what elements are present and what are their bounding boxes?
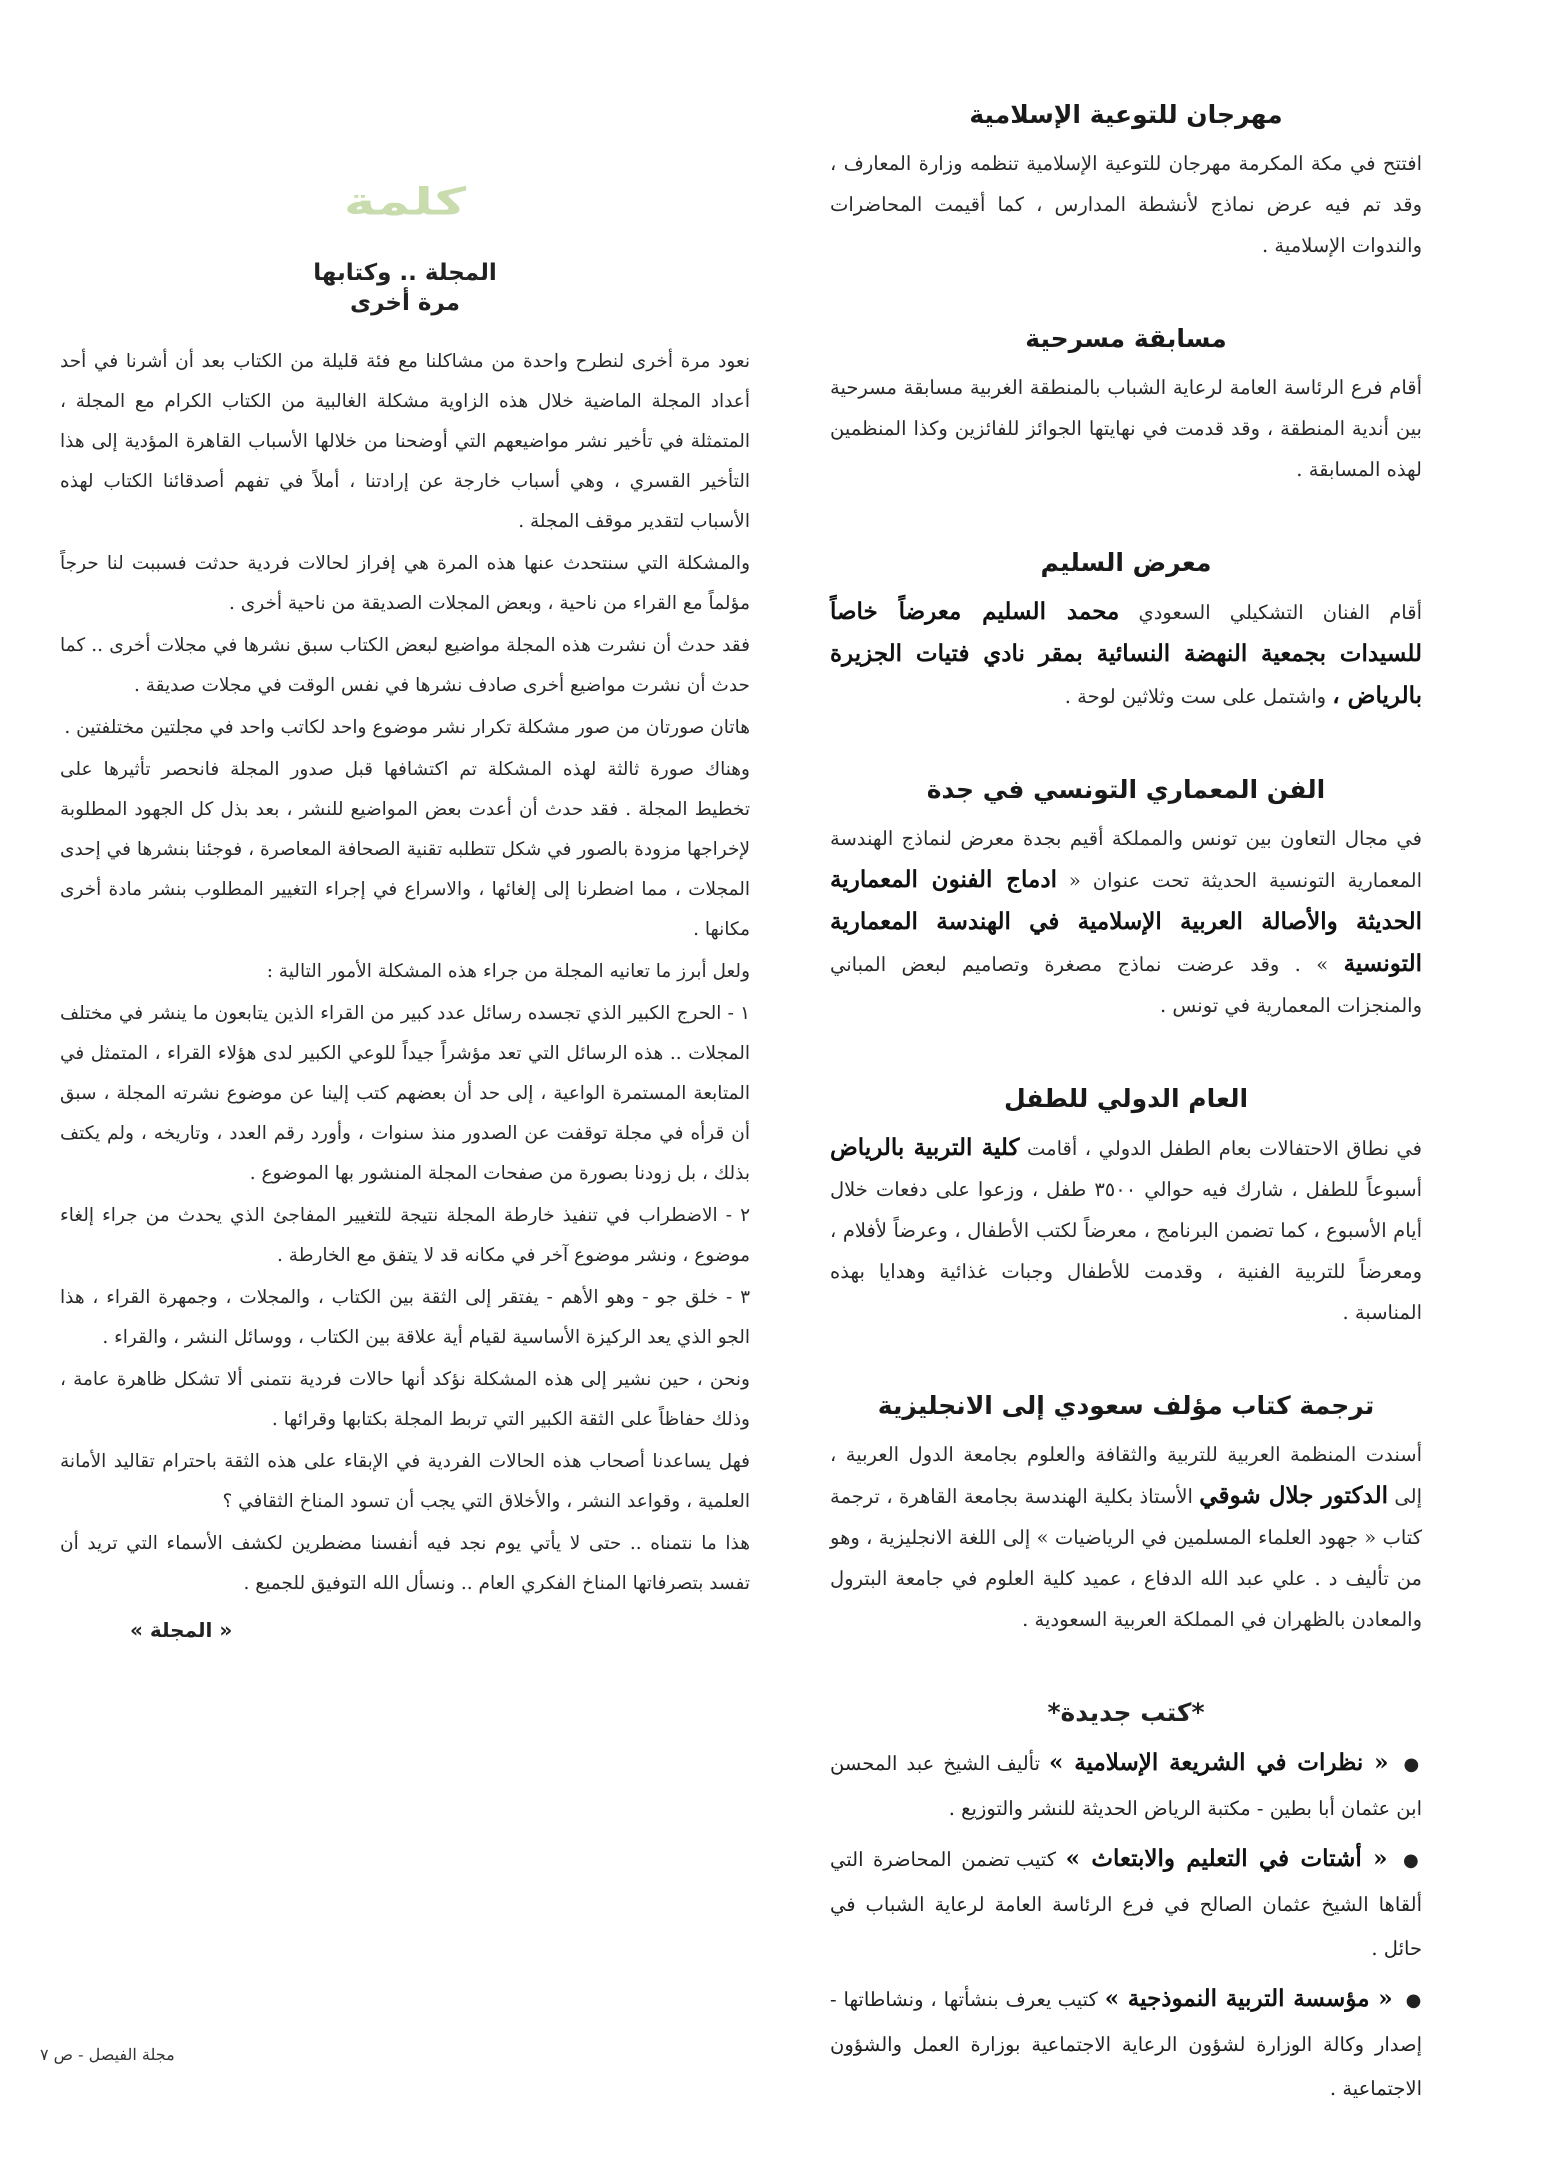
section-title: الفن المعماري التونسي في جدة xyxy=(926,775,1326,804)
book-title: « نظرات في الشريعة الإسلامية » xyxy=(1049,1749,1389,1776)
editorial-paragraph: ٣ - خلق جو - وهو الأهم - يفتقر إلى الثقة بين الكتاب ، والمجلات ، وجمهرة القراء ، هذا الجو الذي يعد الركيزة الأساسية لقيام أية علاقة بين الكتاب ، ووسائل النشر ، والقراء . xyxy=(60,1287,750,1348)
section-body xyxy=(830,1434,1422,1640)
editorial-paragraph: والمشكلة التي سنتحدث عنها هذه المرة هي إفراز لحالات فردية حدثت فسببت لنا حرجاً مؤلماً مع القراء من ناحية ، وبعض المجلات الصديقة من ناحية أخرى . xyxy=(60,553,750,614)
editorial-paragraph: هاتان صورتان من صور مشكلة تكرار نشر موضوع واحد لكاتب واحد في مجلتين مختلفتين . xyxy=(64,717,750,738)
section-title: معرض السليم xyxy=(1040,548,1212,577)
news-section xyxy=(830,100,1422,266)
editorial-paragraph: ٢ - الاضطراب في تنفيذ خارطة المجلة نتيجة للتغيير المفاجئ الذي يحدث من جراء إلغاء موضوع ، ونشر موضوع آخر في مكانه قد لا يتفق مع الخارطة . xyxy=(60,1205,750,1266)
book-item xyxy=(830,1977,1422,2111)
news-section xyxy=(830,775,1422,1026)
body-text: في مجال التعاون بين تونس والمملكة أقيم بجدة معرض لنماذج الهندسة المعمارية التونسية الحديثة تحت عنوان « xyxy=(830,827,1422,892)
body-text: في نطاق الاحتفالات بعام الطفل الدولي ، أقامت xyxy=(1027,1137,1422,1160)
body-text: أقام الفنان التشكيلي السعودي xyxy=(1138,601,1422,624)
section-title: مهرجان للتوعية الإسلامية xyxy=(969,100,1283,129)
body-text: الأستاذ بكلية الهندسة بجامعة القاهرة ، ترجمة كتاب « جهود العلماء المسلمين في الرياضيات » إلى اللغة الانجليزية ، وهو من تأليف د . علي عبد الله الدفاع ، عميد كلية العلوم في جامعة البترول والمعادن بالظهران في المملكة العربية السعودية . xyxy=(830,1485,1422,1631)
book-details: تأليف الشيخ عبد المحسن ابن عثمان أبا بطين - مكتبة الرياض الحديثة للنشر والتوزيع . xyxy=(830,1752,1422,1820)
body-text: واشتمل على ست وثلاثين لوحة . xyxy=(1064,685,1327,708)
book-title: « مؤسسة التربية النموذجية » xyxy=(1104,1985,1393,2012)
editorial-paragraph: فقد حدث أن نشرت هذه المجلة مواضيع لبعض الكتاب سبق نشرها في مجلات أخرى .. كما حدث أن نشرت مواضيع أخرى صادف نشرها في نفس الوقت في مجلات صديقة . xyxy=(60,635,750,696)
bullet-icon: ● xyxy=(1403,1754,1422,1775)
body-highlight: كلية التربية بالرياض xyxy=(830,1134,1020,1161)
editorial-paragraph: هذا ما نتمناه .. حتى لا يأتي يوم نجد فيه أنفسنا مضطرين لكشف الأسماء التي تريد أن تفسد بتصرفاتها المناخ الفكري العام .. ونسأل الله التوفيق للجميع . xyxy=(60,1533,750,1594)
bullet-icon: ● xyxy=(1402,1850,1423,1871)
book-title: « أشتات في التعليم والابتعاث » xyxy=(1065,1845,1388,1872)
section-body xyxy=(830,591,1422,717)
editorial-paragraph: ونحن ، حين نشير إلى هذه المشكلة نؤكد أنها حالات فردية نتمنى ألا تشكل ظاهرة عامة ، وذلك حفاظاً على الثقة الكبير التي تربط المجلة بكتابها وقرائها . xyxy=(60,1369,750,1430)
page-footer: مجلة الفيصل - ص ٧ xyxy=(40,2045,175,2064)
books-title: *كتب جديدة* xyxy=(1047,1698,1205,1727)
editorial-paragraph: وهناك صورة ثالثة لهذه المشكلة تم اكتشافها قبل صدور المجلة فانحصر تأثيرها على تخطيط المجلة . فقد حدث أن أعدت بعض المواضيع للنشر ، بعد بذل كل الجهود المطلوبة لإخراجها مزودة بالصور في شكل تتطلبه تقنية الصحافة المعاصرة ، فوجئنا بنشرها في إحدى المجلات ، مما اضطرنا إلى إلغائها ، والاسراع في إجراء التغيير المطلوب بنشر مادة أخرى مكانها . xyxy=(60,759,750,940)
news-section xyxy=(830,324,1422,490)
editorial-paragraph: ١ - الحرج الكبير الذي تجسده رسائل عدد كبير من القراء الذين يتابعون ما ينشر في مختلف المجلات .. هذه الرسائل التي تعد مؤشراً جيداً للوعي الكبير لدى هؤلاء القراء ، المتمثل في المتابعة المستمرة الواعية ، إلى حد أن بعضهم كتب إلينا عن موضوع نشرته المجلة ، سبق أن قرأه في مجلة توقفت عن الصدور منذ سنوات ، وأورد رقم العدد ، وتاريخه ، ولم يكتف بذلك ، بل زودنا بصورة من صفحات المجلة المنشور بها الموضوع . xyxy=(60,1003,750,1184)
section-title: ترجمة كتاب مؤلف سعودي إلى الانجليزية xyxy=(877,1391,1375,1420)
news-column xyxy=(830,100,1422,2117)
section-body: أقام فرع الرئاسة العامة لرعاية الشباب بالمنطقة الغربية مسابقة مسرحية بين أندية المنطقة ، وقد قدمت في نهايتها الجوائز للفائزين وكذا المنظمين لهذه المسابقة . xyxy=(830,376,1422,481)
body-highlight: ادماج الفنون المعمارية الحديثة والأصالة العربية الإسلامية في الهندسة المعمارية التونسية xyxy=(830,866,1422,977)
news-section xyxy=(830,1084,1422,1333)
editorial-paragraph: فهل يساعدنا أصحاب هذه الحالات الفردية في الإبقاء على هذه الثقة باحترام تقاليد الأمانة العلمية ، وقواعد النشر ، والأخلاق التي يجب أن تسود المناخ الثقافي ؟ xyxy=(60,1451,750,1512)
body-text: أسبوعاً للطفل ، شارك فيه حوالي ٣٥٠٠ طفل ، وزعوا على دفعات خلال أيام الأسبوع ، كما تضمن البرنامج ، معرضاً لكتب الأطفال ، وعرضاً لأفلام ، ومعرضاً للتربية الفنية ، وقدمت للأطفال وجبات غذائية وهدايا بهذه المناسبة . xyxy=(830,1178,1422,1324)
section-body xyxy=(830,818,1422,1026)
editorial-signature: « المجلة » xyxy=(130,1618,233,1642)
editorial-paragraph: نعود مرة أخرى لنطرح واحدة من مشاكلنا مع فئة قليلة من الكتاب بعد أن أشرنا في أحد أعداد المجلة الماضية خلال هذه الزاوية مشكلة الغالبية من الكتاب الكرام مع المجلة ، المتمثلة في تأخير نشر مواضيعهم التي أوضحنا من خلالها الأسباب القاهرة المؤدية إلى هذا التأخير القسري ، وهي أسباب خارجة عن إرادتنا ، أملاً في تفهم أصدقائنا الكتاب لهذه الأسباب لتقدير موقف المجلة . xyxy=(60,351,750,532)
masthead-text: كلمة xyxy=(343,179,467,224)
bullet-icon: ● xyxy=(1405,1990,1422,2011)
section-title: مسابقة مسرحية xyxy=(1025,324,1227,353)
editorial-subtitle: مرة أخرى xyxy=(350,290,460,316)
news-section xyxy=(830,548,1422,717)
section-body: افتتح في مكة المكرمة مهرجان للتوعية الإسلامية تنظمه وزارة المعارف ، وقد تم فيه عرض نماذج لأنشطة المدارس ، كما أقيمت المحاضرات والندوات الإسلامية . xyxy=(830,152,1422,257)
book-details: كتيب يعرف بنشأتها ، ونشاطاتها - إصدار وكالة الوزارة لشؤون الرعاية الاجتماعية بوزارة العمل والشؤون الاجتماعية . xyxy=(830,1988,1422,2100)
editorial-title: المجلة .. وكتابها xyxy=(313,260,497,286)
book-item xyxy=(830,1837,1422,1971)
news-section xyxy=(830,1391,1422,1640)
section-body xyxy=(830,1127,1422,1333)
editorial-masthead xyxy=(60,170,750,230)
body-highlight: الدكتور جلال شوقي xyxy=(1199,1482,1388,1509)
new-books xyxy=(830,1698,1422,2111)
book-item xyxy=(830,1741,1422,1831)
section-title: العام الدولي للطفل xyxy=(1003,1084,1249,1113)
body-text: » . وقد عرضت نماذج مصغرة وتصاميم لبعض المباني والمنجزات المعمارية في تونس . xyxy=(830,953,1422,1017)
editorial-column xyxy=(60,100,750,1642)
body-text: أسندت المنظمة العربية للتربية والثقافة والعلوم بجامعة الدول العربية ، إلى xyxy=(830,1443,1423,1508)
book-details: كتيب تضمن المحاضرة التي ألقاها الشيخ عثمان الصالح في فرع الرئاسة العامة لرعاية الشباب في حائل . xyxy=(830,1848,1422,1960)
editorial-paragraph: ولعل أبرز ما تعانيه المجلة من جراء هذه المشكلة الأمور التالية : xyxy=(266,961,750,982)
body-highlight: محمد السليم معرضاً خاصاً للسيدات بجمعية النهضة النسائية بمقر نادي فتيات الجزيرة بالرياض ، xyxy=(830,598,1422,709)
